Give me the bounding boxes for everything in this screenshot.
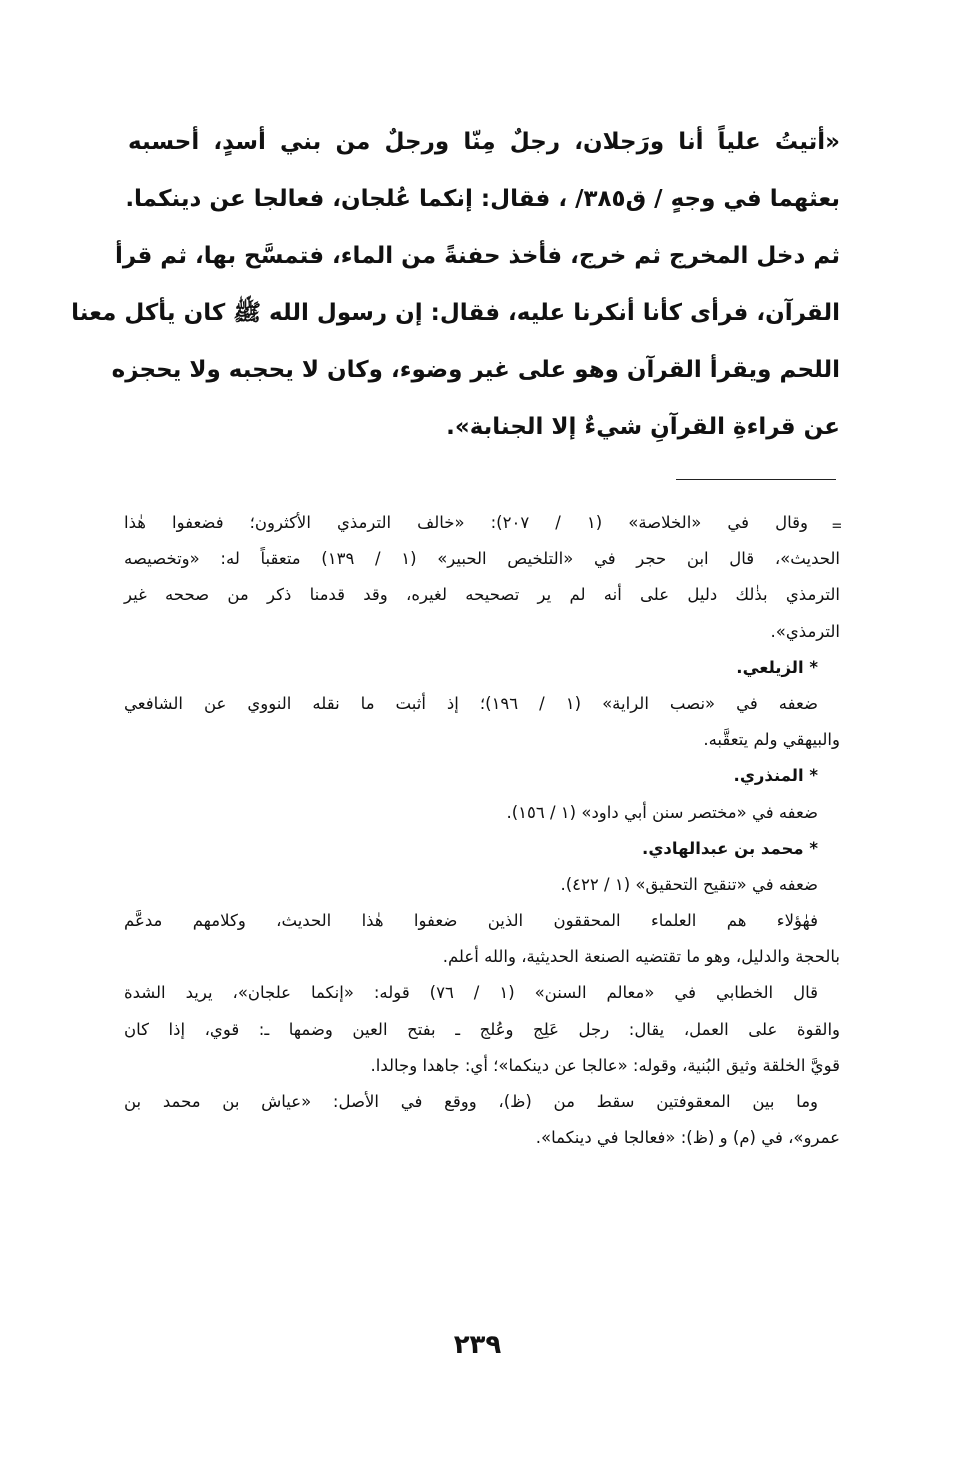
footnote-line: ضعفه في «تنقيح التحقيق» (١ / ٤٢٢). — [560, 874, 818, 894]
main-text-line: اللحم ويقرأ القرآن وهو على غير وضوء، وكان لا يحجبه ولا يحجزه — [111, 357, 840, 383]
footnote-line: فهٰؤلاء هم العلماء المحققون الذين ضعفوا هٰذا الحديث، وكلامهم مدعَّم — [124, 911, 818, 931]
footnote-line: الحديث»، قال ابن حجر في «التلخيص الحبير» (١ / ١٣٩) متعقباً له: «وتخصيصه — [124, 549, 840, 569]
page-number: ٢٣٩ — [453, 1330, 502, 1360]
footnote-line: والبيهقي ولم يتعقَّبه. — [703, 730, 840, 750]
footnote-heading: * محمد بن عبدالهادي. — [642, 838, 818, 858]
main-text-line: «أتيتُ علياً أنا ورَجلان، رجلٌ مِنّا ورجلٌ من بني أسدٍ، أحسبه — [128, 129, 840, 155]
footnote-separator — [676, 479, 836, 480]
footnote-line: ضعفه في «مختصر سنن أبي داود» (١ / ١٥٦). — [506, 802, 818, 822]
footnotes-block — [124, 505, 840, 1156]
footnote-line: الترمذي بذٰلك دليل على أنه لم ير تصحيحه لغيره، وقد قدمنا ذكر من صححه غير — [124, 585, 840, 605]
footnote-line: والقوة على العمل، يقال: رجل عَلِج وعُلج ـ بفتح العين وضمها ـ: قوي، إذا كان — [124, 1019, 840, 1039]
main-text-block — [71, 114, 840, 456]
footnote-heading: * الزيلعي. — [736, 657, 818, 677]
footnote-line: عمرو»، في (م) و (ظ): «فعالجا في دينكما». — [535, 1128, 840, 1148]
footnote-line: وما بين المعقوفتين سقط من (ظ)، ووقع في الأصل: «عياش بن محمد بن — [124, 1092, 818, 1111]
main-text-line: بعثهما في وجهٍ / ق٣٨٥/ ، فقال: إنكما عُلجان، فعالجا عن دينكما. — [125, 186, 840, 212]
main-text-line: القرآن، فرأى كأنا أنكرنا عليه، فقال: إن رسول الله ﷺ كان يأكل معنا — [71, 300, 840, 326]
footnote-line: بالحجة والدليل، وهو ما تقتضيه الصنعة الحديثية، والله أعلم. — [442, 947, 840, 967]
continuation-mark: = — [832, 516, 842, 535]
footnote-line: الترمذي». — [770, 621, 840, 641]
footnote-heading: * المنذري. — [733, 766, 818, 786]
footnote-line: ضعفه في «نصب الراية» (١ / ١٩٦)؛ إذ أثبت ما نقله النووي عن الشافعي — [124, 693, 818, 713]
footnote-line: وقال في «الخلاصة» (١ / ٢٠٧): «خالف الترمذي الأكثرون؛ فضعفوا هٰذا — [124, 513, 808, 532]
footnote-line: قويَّ الخلقة وثيق البُنية، وقوله: «عالجا عن دينكما»؛ أي: جاهدا وجالدا. — [370, 1055, 840, 1075]
main-text-line: ثم دخل المخرج ثم خرج، فأخذ حفنةً من الماء، فتمسَّح بها، ثم قرأ — [115, 243, 840, 269]
footnote-line: قال الخطابي في «معالم السنن» (١ / ٧٦) قوله: «إنكما علجان»، يريد الشدة — [124, 983, 818, 1003]
main-text-line: عن قراءةِ القرآنِ شيءٌ إلا الجنابة». — [446, 414, 840, 440]
